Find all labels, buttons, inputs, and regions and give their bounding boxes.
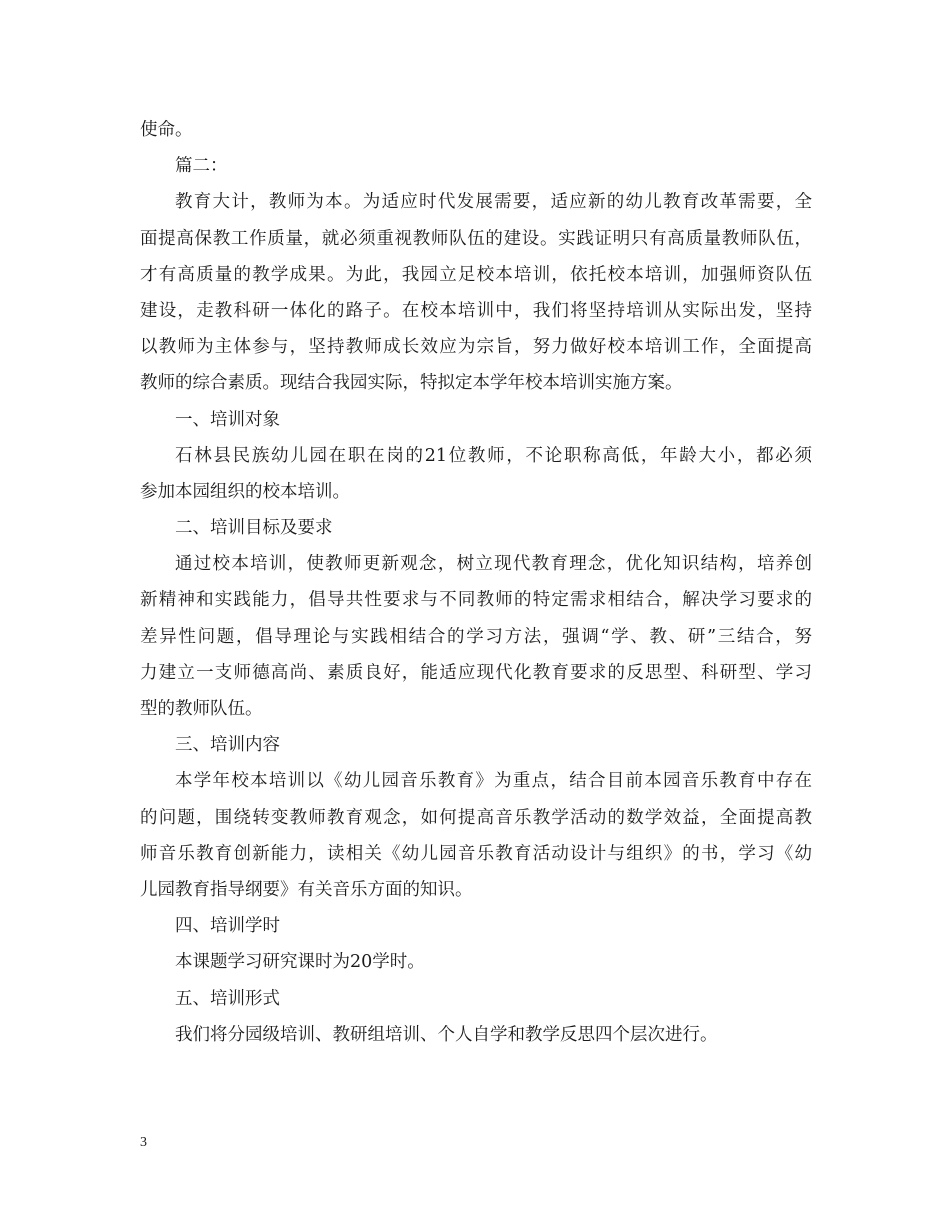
- text-line: 石林县民族幼儿园在职在岗的21位教师，不论职称高低，年龄大小，都必须: [175, 445, 812, 466]
- text-line: 教师的综合素质。现结合我园实际，特拟定本学年校本培训实施方案。: [140, 373, 683, 394]
- text-line: 参加本园组织的校本培训。: [140, 481, 350, 502]
- text-line: 才有高质量的教学成果。为此，我园立足校本培训，依托校本培训，加强师资队伍: [140, 264, 812, 285]
- text-line: 通过校本培训，使教师更新观念，树立现代教育理念，优化知识结构，培养创: [175, 554, 812, 575]
- section-heading: 四、培训学时: [175, 916, 280, 937]
- text-line: 差异性问题，倡导理论与实践相结合的学习方法，强调“学、教、研”三结合，努: [140, 626, 812, 647]
- text-line: 本学年校本培训以《幼儿园音乐教育》为重点，结合目前本园音乐教育中存在: [175, 771, 812, 792]
- text-line: 以教师为主体参与，坚持教师成长效应为宗旨，努力做好校本培训工作，全面提高: [140, 337, 812, 358]
- section-heading: 五、培训形式: [175, 988, 280, 1009]
- text-line: 型的教师队伍。: [140, 699, 263, 719]
- text-line: 新精神和实践能力，倡导共性要求与不同教师的特定需求相结合，解决学习要求的: [140, 590, 812, 611]
- text-line: 力建立一支师德高尚、素质良好，能适应现代化教育要求的反思型、科研型、学习: [140, 662, 812, 683]
- section-heading: 三、培训内容: [175, 735, 280, 756]
- section-heading: 一、培训对象: [175, 409, 280, 430]
- text-line: 使命。: [140, 120, 193, 140]
- section-heading: 篇二：: [175, 156, 228, 177]
- section-heading: 二、培训目标及要求: [175, 518, 333, 539]
- page-number: 3: [140, 1135, 147, 1150]
- text-line: 面提高保教工作质量，就必须重视教师队伍的建设。实践证明只有高质量教师队伍，: [140, 228, 812, 249]
- text-line: 师音乐教育创新能力，读相关《幼儿园音乐教育活动设计与组织》的书，学习《幼: [140, 843, 812, 864]
- text-line: 儿园教育指导纲要》有关音乐方面的知识。: [140, 879, 473, 900]
- text-line: 的问题，围绕转变教师教育观念，如何提高音乐教学活动的数学效益，全面提高教: [140, 807, 812, 828]
- text-line: 我们将分园级培训、教研组培训、个人自学和教学反思四个层次进行。: [175, 1024, 718, 1045]
- text-line: 教育大计，教师为本。为适应时代发展需要，适应新的幼儿教育改革需要，全: [175, 192, 812, 213]
- text-line: 建设，走教科研一体化的路子。在校本培训中，我们将坚持培训从实际出发，坚持: [140, 300, 812, 321]
- text-line: 本课题学习研究课时为20学时。: [175, 952, 425, 973]
- document-body: [140, 112, 812, 1053]
